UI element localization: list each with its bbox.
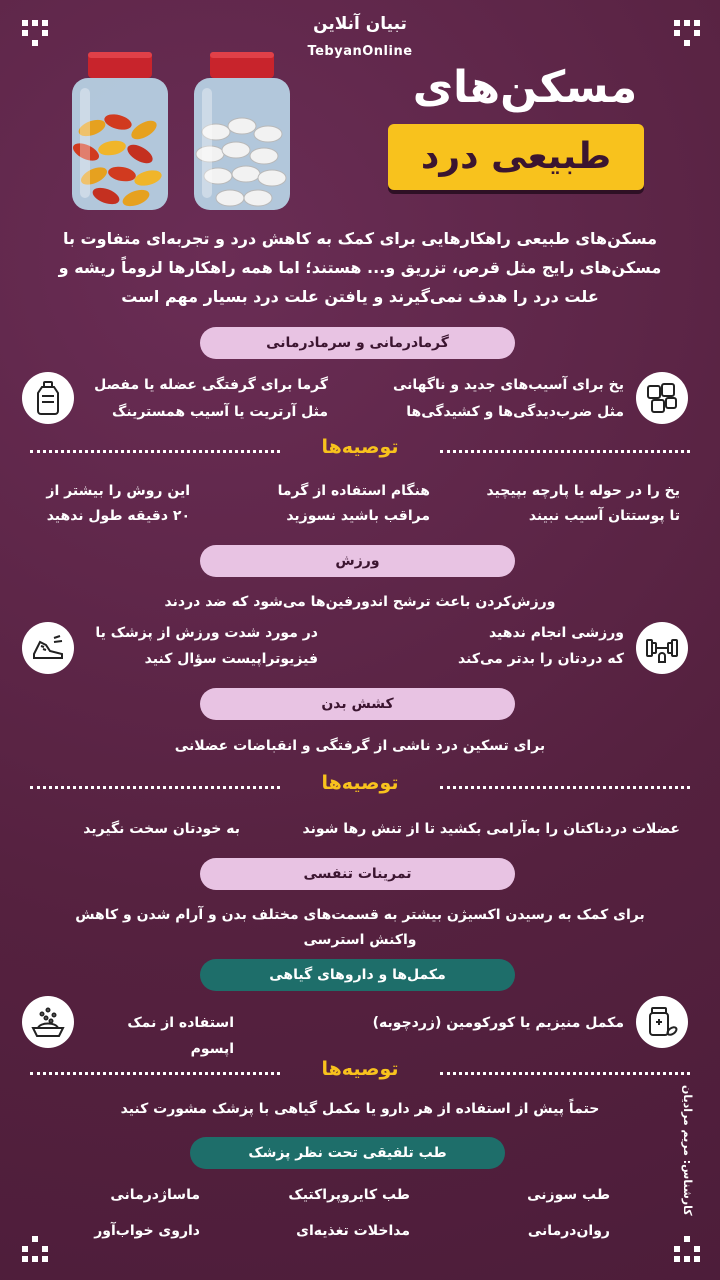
divider-dots-left: [30, 786, 280, 789]
section-title-thermo: گرمادرمانی و سرمادرمانی: [200, 327, 515, 359]
epsom-salt-icon: [22, 996, 74, 1048]
exercise-description: ورزش‌کردن باعث ترشح اندورفین‌ها می‌شود که ضد دردند: [164, 594, 556, 610]
divider-dots-right: [440, 1072, 690, 1075]
thermo-tip2-line1: هنگام استفاده از گرما: [277, 483, 430, 499]
thermo-tip1-line2: تا پوستتان آسیب نبیند: [528, 508, 680, 524]
exercise-right-line2: که دردتان را بدتر می‌کند: [458, 651, 624, 667]
hot-water-bottle-icon: [22, 372, 74, 424]
page-title-line2: طبیعی درد: [388, 124, 644, 190]
integrative-item-chiropractic: طب کایروپراکتیک: [288, 1187, 410, 1203]
section-title-exercise: ورزش: [200, 545, 515, 577]
brand-logo-fa: تبیان آنلاین: [313, 14, 407, 34]
exercise-right-line1: ورزشی انجام ندهید: [488, 625, 624, 641]
supplement-bottle-icon: [636, 996, 688, 1048]
supplements-tip: حتماً پیش از استفاده از هر دارو یا مکمل گیاهی با پزشک مشورت کنید: [120, 1101, 600, 1117]
integrative-item-sleep-aid: داروی خواب‌آور: [94, 1223, 200, 1239]
supplements-right-text: مکمل منیزیم یا کورکومین (زردچوبه): [372, 1015, 624, 1031]
thermo-tip2-line2: مراقب باشید نسوزید: [286, 508, 430, 524]
stretch-description: برای تسکین درد ناشی از گرفتگی و انقباضات عضلانی: [174, 738, 546, 754]
integrative-item-massage: ماساژدرمانی: [110, 1187, 200, 1203]
section-title-supplements: مکمل‌ها و داروهای گیاهی: [200, 959, 515, 991]
section-title-breathing: تمرینات تنفسی: [200, 858, 515, 890]
section-title-stretch: کشش بدن: [200, 688, 515, 720]
ice-text-line2: مثل ضرب‌دیدگی‌ها و کشیدگی‌ها: [406, 404, 624, 420]
supplements-left-text: استفاده از نمک اپسوم: [127, 1015, 234, 1057]
tips-heading-3: توصیه‌ها: [321, 1058, 399, 1080]
section-title-integrative: طب تلفیقی تحت نظر پزشک: [190, 1137, 505, 1169]
breathing-description: برای کمک به رسیدن اکسیژن بیشتر به قسمت‌های مختلف بدن و آرام شدن و کاهش واکنش استرسی: [75, 907, 645, 948]
divider-dots-right: [440, 450, 690, 453]
dumbbell-icon: [636, 622, 688, 674]
thermo-tip1-line1: یخ را در حوله یا پارچه بپیچید: [486, 483, 680, 499]
integrative-item-psychotherapy: روان‌درمانی: [527, 1223, 610, 1239]
brand-logo-en: TebyanOnline: [307, 44, 413, 59]
stretch-tip1: عضلات دردناکتان را به‌آرامی بکشید تا از تنش رها شوند: [302, 821, 680, 837]
corner-decoration-bottom-left: [22, 1236, 48, 1262]
stretch-tip2: به خودتان سخت نگیرید: [83, 821, 240, 837]
page-title-line1: مسکن‌های: [412, 62, 638, 113]
author-credit: کارشناس: مریم مرادیان: [681, 1085, 694, 1216]
thermo-tip3-line2: ۲۰ دقیقه طول ندهید: [46, 508, 190, 524]
exercise-left-line2: فیزیوتراپیست سؤال کنید: [144, 651, 318, 667]
ice-cubes-icon: [636, 372, 688, 424]
divider-dots-left: [30, 1072, 280, 1075]
heat-text-line1: گرما برای گرفتگی عضله یا مفصل: [94, 377, 328, 393]
integrative-item-nutrition: مداخلات تغذیه‌ای: [296, 1223, 410, 1239]
intro-paragraph: مسکن‌های طبیعی راهکارهایی برای کمک به کاهش درد و تجربه‌ای متفاوت با مسکن‌های رایج مثل قرص، تزریق و... هستند؛ اما همه راهکارها لزوماً ریشه و علت درد را هدف نمی‌گیرند و یافتن علت درد بسیار مهم است: [58, 229, 662, 306]
exercise-left-line1: در مورد شدت ورزش از پزشک یا: [95, 625, 318, 641]
corner-decoration-bottom-right: [674, 1236, 700, 1262]
tips-heading-1: توصیه‌ها: [321, 436, 399, 458]
divider-dots-left: [30, 450, 280, 453]
pill-jars-illustration: [60, 48, 320, 220]
heat-text-line2: مثل آرتریت یا آسیب همسترینگ: [112, 404, 328, 420]
thermo-tip3-line1: این روش را بیشتر از: [46, 483, 190, 499]
ice-text-line1: یخ برای آسیب‌های جدید و ناگهانی: [392, 377, 624, 393]
tips-heading-2: توصیه‌ها: [321, 772, 399, 794]
running-shoe-icon: [22, 622, 74, 674]
integrative-item-acupuncture: طب سوزنی: [527, 1187, 610, 1203]
divider-dots-right: [440, 786, 690, 789]
